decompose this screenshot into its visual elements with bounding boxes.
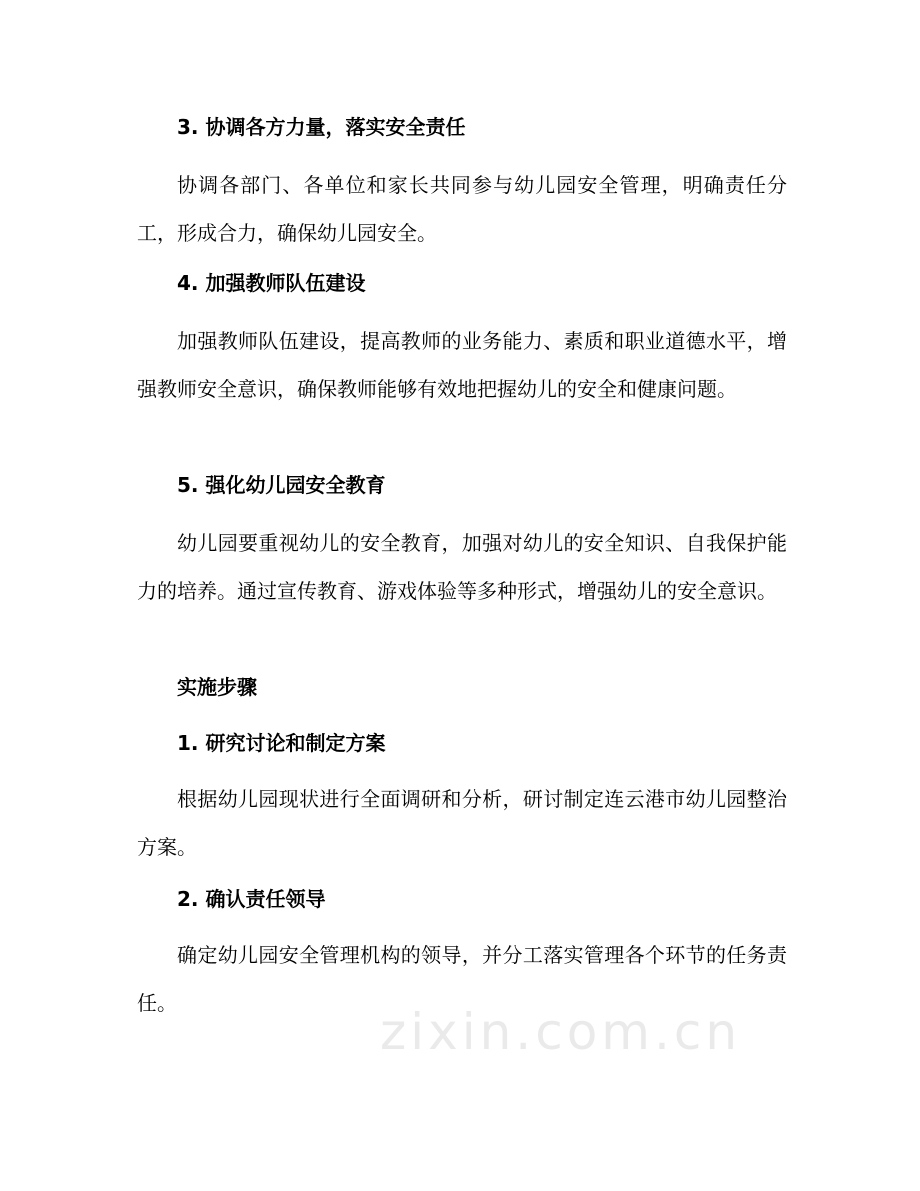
- section-paragraph-4: 加强教师队伍建设，提高教师的业务能力、素质和职业道德水平，增强教师安全意识，确保教师能够有效地把握幼儿的安全和健康问题。: [137, 329, 787, 401]
- implementation-steps-heading: 实施步骤: [177, 675, 257, 699]
- step-heading-1: 1. 研究讨论和制定方案: [177, 731, 386, 755]
- section-heading-5: 5. 强化幼儿园安全教育: [177, 473, 386, 497]
- section-heading-3: 3. 协调各方力量，落实安全责任: [177, 115, 466, 139]
- watermark: zixin.com.cn: [380, 1003, 742, 1061]
- section-paragraph-5: 幼儿园要重视幼儿的安全教育，加强对幼儿的安全知识、自我保护能力的培养。通过宣传教育、游戏体验等多种形式，增强幼儿的安全意识。: [137, 531, 787, 603]
- step-heading-2: 2. 确认责任领导: [177, 887, 326, 911]
- step-paragraph-1: 根据幼儿园现状进行全面调研和分析，研讨制定连云港市幼儿园整治方案。: [137, 787, 787, 859]
- section-heading-4: 4. 加强教师队伍建设: [177, 271, 366, 295]
- section-paragraph-3: 协调各部门、各单位和家长共同参与幼儿园安全管理，明确责任分工，形成合力，确保幼儿园安全。: [137, 173, 787, 245]
- step-paragraph-2: 确定幼儿园安全管理机构的领导，并分工落实管理各个环节的任务责任。: [137, 943, 787, 1015]
